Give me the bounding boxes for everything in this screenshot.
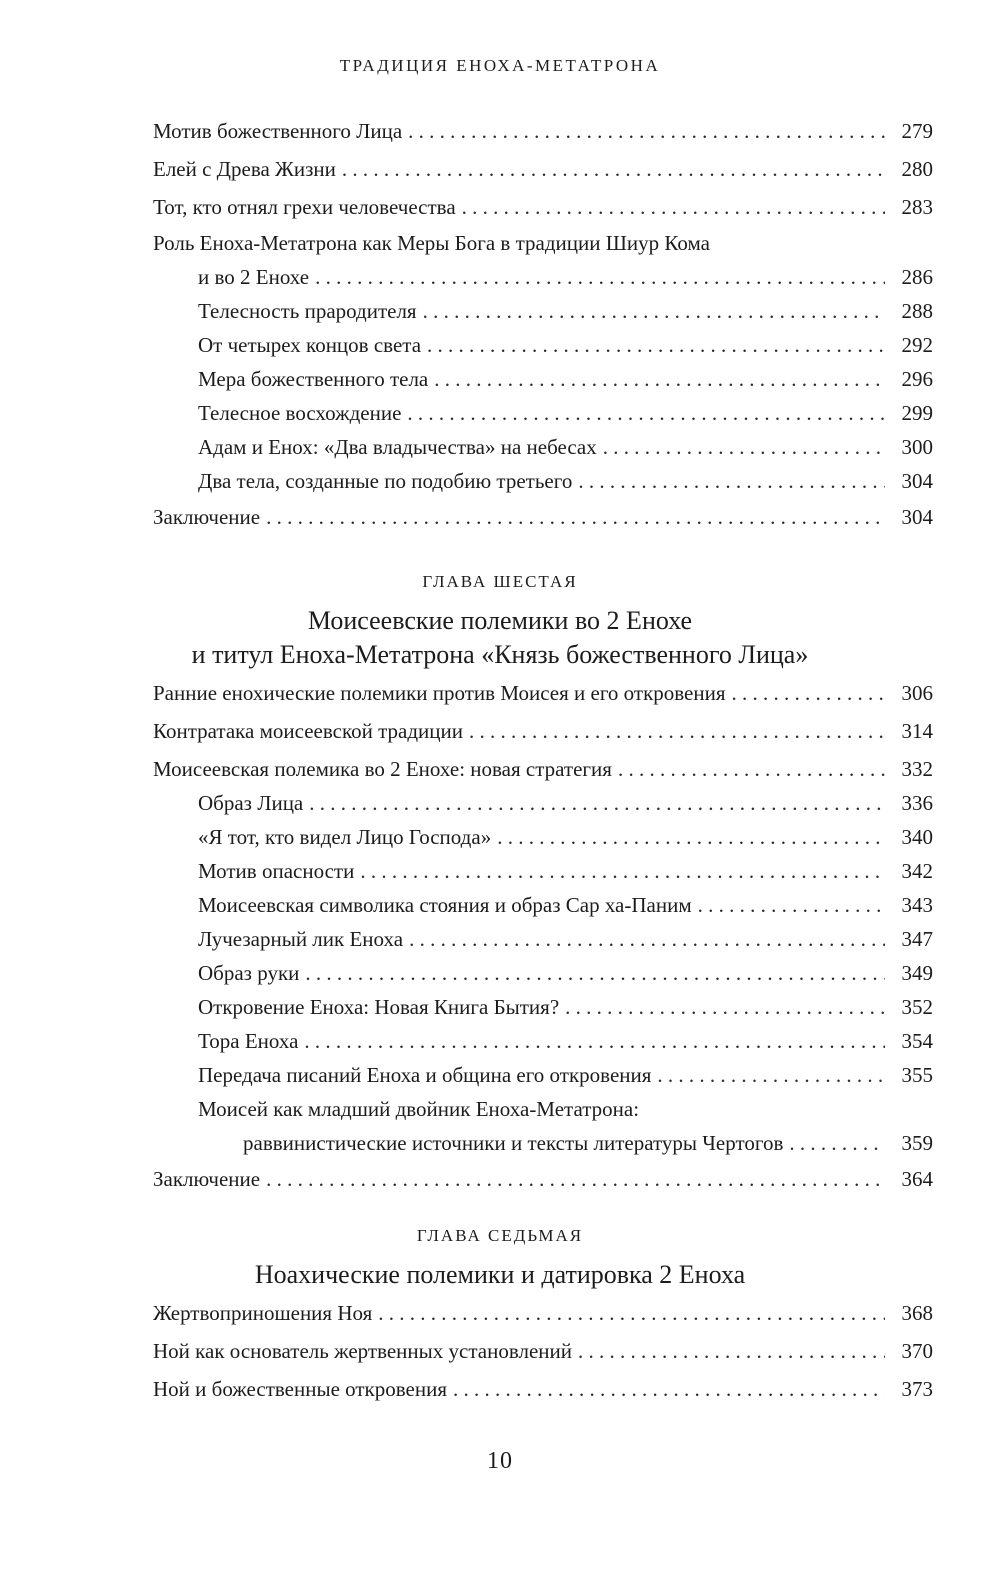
toc-entry[interactable]: [153, 194, 933, 220]
toc-chapter7-entries: [153, 1300, 933, 1402]
toc-entry-title: Моисеевская символика стояния и образ Сар ха-Паним: [198, 893, 692, 917]
dot-leader: [342, 156, 885, 182]
toc-entry-page: 280: [901, 157, 933, 181]
toc-entry-title: От четырех концов света: [198, 333, 422, 357]
dot-leader: [423, 298, 885, 324]
toc-entry-page: 332: [901, 757, 933, 781]
toc-entry-page: 300: [901, 435, 933, 459]
toc-subentry[interactable]: [153, 892, 933, 918]
dot-leader: [360, 858, 885, 884]
toc-entry-page: 286: [901, 265, 933, 289]
toc-subentry[interactable]: [153, 960, 933, 986]
dot-leader: [732, 680, 885, 706]
toc-entry-page: 343: [901, 893, 933, 917]
dot-leader: [434, 366, 885, 392]
dot-leader: [427, 332, 885, 358]
dot-leader: [453, 1376, 885, 1402]
toc-entry-page: 314: [901, 719, 933, 743]
dot-leader: [657, 1062, 885, 1088]
toc-entry[interactable]: [153, 504, 933, 530]
toc-entry-title: Мотив божественного Лица: [153, 119, 403, 143]
toc-entry[interactable]: [153, 1376, 933, 1402]
toc-subentry[interactable]: [153, 1062, 933, 1088]
toc-subentry[interactable]: [153, 332, 933, 358]
dot-leader: [409, 926, 885, 952]
chapter-title[interactable]: Моисеевские полемики во 2 Енохе: [307, 606, 693, 635]
toc-subentry[interactable]: [153, 434, 933, 460]
toc-entry-page: 292: [901, 333, 933, 357]
toc-entry-title: Адам и Енох: «Два владычества» на небесах: [198, 435, 597, 459]
toc-entry[interactable]: [153, 156, 933, 182]
dot-leader: [578, 468, 885, 494]
dot-leader: [578, 1338, 885, 1364]
toc-entry-title: Моисеевская полемика во 2 Енохе: новая стратегия: [153, 757, 612, 781]
toc-entry-page: 368: [901, 1301, 933, 1325]
toc-entry-title: Ной как основатель жертвенных установлений: [153, 1339, 572, 1363]
toc-entry-page: 283: [901, 195, 933, 219]
toc-entry-page: 306: [901, 681, 933, 705]
toc-entry-page: 349: [901, 961, 933, 985]
toc-subentry[interactable]: [153, 858, 933, 884]
toc-entry[interactable]: [153, 1300, 933, 1326]
dot-leader: [407, 400, 885, 426]
toc-entry[interactable]: [153, 756, 933, 782]
toc-subentry-title-line1[interactable]: Моисей как младший двойник Еноха-Метатрона:: [198, 1097, 640, 1121]
toc-entry-page: 304: [901, 469, 933, 493]
dot-leader: [497, 824, 885, 850]
dot-leader: [309, 790, 885, 816]
toc-entry-page: 299: [901, 401, 933, 425]
page-number: 10: [487, 1448, 513, 1474]
toc-entry-title: Тот, кто отнял грехи человечества: [153, 195, 456, 219]
toc-entry-page: 279: [901, 119, 933, 143]
toc-entry-page: 355: [901, 1063, 933, 1087]
toc-subentry[interactable]: [153, 298, 933, 324]
dot-leader: [603, 434, 885, 460]
toc-entry-title: Контратака моисеевской традиции: [153, 719, 463, 743]
chapter-label: ГЛАВА СЕДЬМАЯ: [416, 1226, 584, 1245]
toc-entry-title: Тора Еноха: [198, 1029, 299, 1053]
toc-entry-title: Передача писаний Еноха и община его откровения: [198, 1063, 652, 1087]
dot-leader: [462, 194, 885, 220]
toc-entry-title: Телесное восхождение: [198, 401, 402, 425]
dot-leader: [469, 718, 885, 744]
toc-entry[interactable]: [153, 264, 933, 290]
toc-entry-title: Лучезарный лик Еноха: [198, 927, 404, 951]
toc-entry-title: Образ руки: [198, 961, 300, 985]
dot-leader: [618, 756, 885, 782]
toc-entry-title: Мера божественного тела: [198, 367, 429, 391]
dot-leader: [315, 264, 885, 290]
toc-entry-page: 304: [901, 505, 933, 529]
toc-entry-title: Заключение: [153, 1167, 261, 1191]
toc-entry-title: Телесность прародителя: [198, 299, 417, 323]
toc-subentry[interactable]: [153, 1028, 933, 1054]
toc-entry-title: Ной и божественные откровения: [153, 1377, 447, 1401]
toc-entry-page: 373: [901, 1377, 933, 1401]
toc-entry[interactable]: [153, 680, 933, 706]
toc-entry-page: 288: [901, 299, 933, 323]
toc-subentry[interactable]: [153, 994, 933, 1020]
dot-leader: [789, 1130, 885, 1156]
toc-entry-title: Образ Лица: [198, 791, 304, 815]
toc-subentry[interactable]: [153, 1130, 933, 1156]
dot-leader: [565, 994, 885, 1020]
toc-entry-page: 347: [901, 927, 933, 951]
toc-subentry[interactable]: [153, 824, 933, 850]
toc-entry-title: Елей с Древа Жизни: [153, 157, 336, 181]
toc-entry[interactable]: [153, 718, 933, 744]
toc-entry-page: 364: [901, 1167, 933, 1191]
dot-leader: [408, 118, 885, 144]
toc-subentry[interactable]: [153, 400, 933, 426]
toc-subentry[interactable]: [153, 790, 933, 816]
toc-entry-title: Два тела, созданные по подобию третьего: [198, 469, 573, 493]
toc-subentry[interactable]: [153, 926, 933, 952]
toc-entry-title: Откровение Еноха: Новая Книга Бытия?: [198, 995, 560, 1019]
dot-leader: [266, 504, 885, 530]
dot-leader: [304, 1028, 885, 1054]
chapter-label: ГЛАВА ШЕСТАЯ: [422, 572, 578, 591]
toc-entry-title: «Я тот, кто видел Лицо Господа»: [198, 825, 492, 849]
toc-entry-title: Заключение: [153, 505, 261, 529]
dot-leader: [266, 1166, 885, 1192]
toc-entry-page: 342: [901, 859, 933, 883]
toc-entry-page: 354: [901, 1029, 933, 1053]
toc-subentry[interactable]: [153, 366, 933, 392]
toc-entry-title: Жертвоприношения Ноя: [153, 1301, 373, 1325]
dot-leader: [305, 960, 885, 986]
toc-entry-title-line1[interactable]: Роль Еноха-Метатрона как Меры Бога в традиции Шиур Кома: [153, 231, 710, 255]
toc-chapter6-entries: [153, 680, 933, 1192]
chapter-title[interactable]: Ноахические полемики и датировка 2 Еноха: [254, 1260, 746, 1289]
toc-entry[interactable]: [153, 1338, 933, 1364]
toc-entry-page: 340: [901, 825, 933, 849]
toc-entry-page: 336: [901, 791, 933, 815]
toc-entry-title-line2: раввинистические источники и тексты литературы Чертогов: [243, 1131, 784, 1155]
toc-entry-page: 359: [901, 1131, 933, 1155]
toc-entry-page: 370: [901, 1339, 933, 1363]
running-head: ТРАДИЦИЯ ЕНОХА-МЕТАТРОНА: [339, 56, 661, 75]
toc-entry[interactable]: [153, 1166, 933, 1192]
toc-section-continued: [153, 118, 933, 530]
toc-entry-title: Мотив опасности: [198, 859, 355, 883]
chapter-title[interactable]: и титул Еноха-Метатрона «Князь божественного Лица»: [191, 640, 809, 669]
toc-entry[interactable]: [153, 118, 933, 144]
toc-subentry[interactable]: [153, 468, 933, 494]
toc-entry-title: Ранние енохические полемики против Моисея и его откровения: [153, 681, 726, 705]
toc-entry-title-line2: и во 2 Енохе: [198, 265, 310, 289]
dot-leader: [698, 892, 885, 918]
toc-entry-page: 352: [901, 995, 933, 1019]
toc-entry-page: 296: [901, 367, 933, 391]
dot-leader: [378, 1300, 885, 1326]
